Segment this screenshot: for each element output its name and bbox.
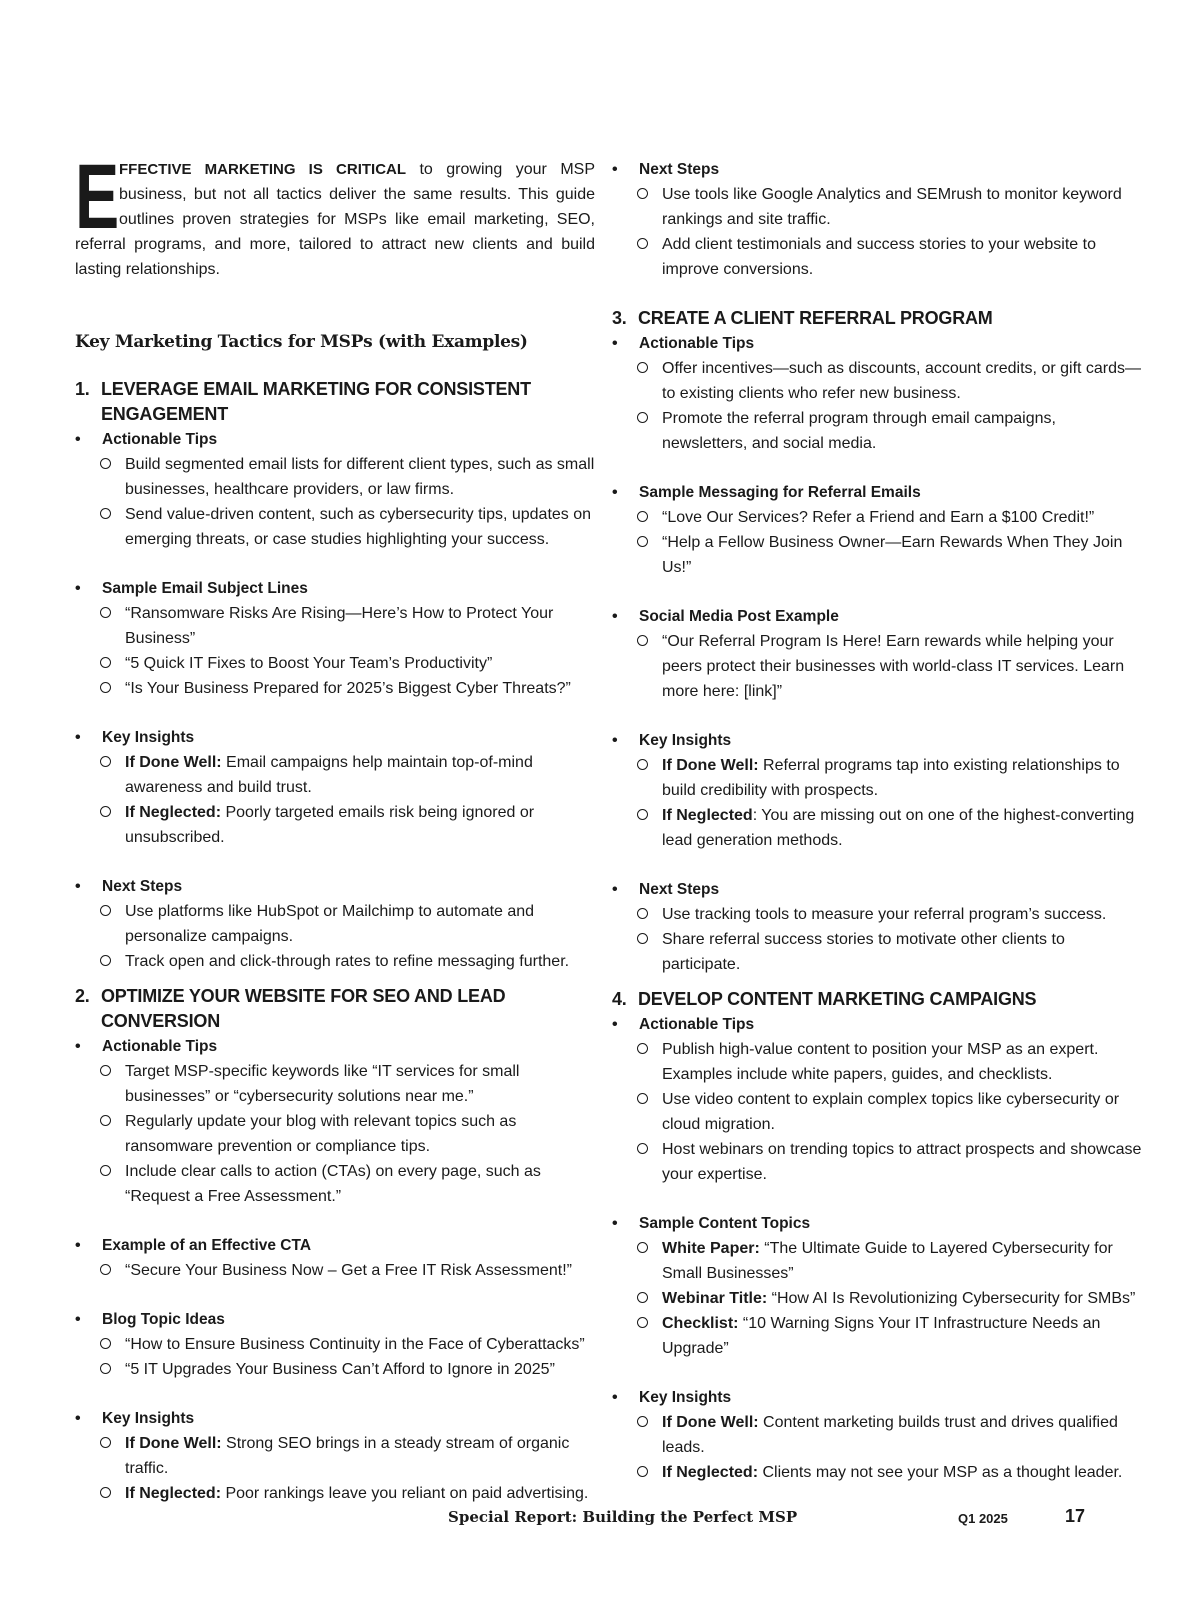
- item-text: Clients may not see your MSP as a thought leader.: [758, 1464, 1123, 1481]
- list-item: [612, 232, 1142, 282]
- group-heading: [75, 1233, 595, 1258]
- content-group: [612, 480, 1142, 580]
- list-item: [75, 899, 595, 949]
- circle-bullet-icon: [100, 1165, 111, 1176]
- item-text: “10 Warning Signs Your IT Infrastructure Needs an Upgrade”: [662, 1315, 1101, 1357]
- right-column: [612, 157, 1142, 1509]
- left-sections: [75, 377, 595, 1506]
- list-item: [75, 800, 595, 850]
- right-top-group: [612, 157, 1142, 282]
- circle-bullet-icon: [100, 1437, 111, 1448]
- content-group: [75, 1034, 595, 1209]
- section-title: [612, 306, 1142, 331]
- circle-bullet-icon: [637, 933, 648, 944]
- bullet-icon: •: [612, 1389, 618, 1406]
- item-text: Include clear calls to action (CTAs) on every page, such as “Request a Free Assessment.”: [125, 1163, 541, 1205]
- item-text: “Help a Fellow Business Owner—Earn Rewards When They Join Us!”: [662, 534, 1123, 576]
- list-item: [612, 1087, 1142, 1137]
- circle-bullet-icon: [637, 1093, 648, 1104]
- group-title-text: Next Steps: [639, 161, 720, 178]
- item-text: Email campaigns help maintain top-of-mind awareness and build trust.: [125, 754, 533, 796]
- content-group: [612, 1211, 1142, 1361]
- group-heading: [75, 576, 595, 601]
- item-text: Promote the referral program through email campaigns, newsletters, and social media.: [662, 410, 1056, 452]
- group-heading: [612, 1385, 1142, 1410]
- item-text: “Is Your Business Prepared for 2025’s Biggest Cyber Threats?”: [125, 680, 571, 697]
- group-heading: [75, 1307, 595, 1332]
- group-title-text: Sample Email Subject Lines: [102, 580, 308, 597]
- circle-bullet-icon: [637, 1292, 648, 1303]
- circle-bullet-icon: [100, 508, 111, 519]
- list-item: [75, 1357, 595, 1382]
- circle-bullet-icon: [637, 908, 648, 919]
- circle-bullet-icon: [637, 511, 648, 522]
- list-item: [612, 530, 1142, 580]
- content-group: [612, 157, 1142, 282]
- item-text: Use tools like Google Analytics and SEMrush to monitor keyword rankings and site traffic.: [662, 186, 1122, 228]
- circle-bullet-icon: [100, 1487, 111, 1498]
- circle-bullet-icon: [100, 1363, 111, 1374]
- item-label: Webinar Title:: [662, 1290, 768, 1307]
- intro-lead: FFECTIVE MARKETING IS CRITICAL: [119, 161, 407, 178]
- circle-bullet-icon: [637, 536, 648, 547]
- item-label: Checklist:: [662, 1315, 739, 1332]
- item-label: If Done Well:: [125, 754, 222, 771]
- group-title-text: Key Insights: [102, 729, 195, 746]
- item-text: : You are missing out on one of the highest-converting lead generation methods.: [662, 807, 1135, 849]
- list-item: [612, 1311, 1142, 1361]
- drop-cap: E: [75, 146, 120, 248]
- content-group: [612, 728, 1142, 853]
- bullet-icon: •: [75, 1311, 81, 1328]
- group-heading: [75, 1034, 595, 1059]
- group-title-text: Sample Messaging for Referral Emails: [639, 484, 921, 501]
- bullet-icon: •: [612, 161, 618, 178]
- list-item: [612, 1410, 1142, 1460]
- section: [75, 984, 595, 1506]
- list-item: [612, 1460, 1142, 1485]
- bullet-icon: •: [612, 335, 618, 352]
- item-text: Track open and click-through rates to refine messaging further.: [125, 953, 570, 970]
- item-text: Referral programs tap into existing relationships to build credibility with prospects.: [662, 757, 1120, 799]
- item-label: If Done Well:: [125, 1435, 222, 1452]
- bullet-icon: •: [75, 1038, 81, 1055]
- section-number: 4.: [612, 989, 627, 1009]
- group-title-text: Key Insights: [102, 1410, 195, 1427]
- bullet-icon: •: [612, 1016, 618, 1033]
- section-number: 3.: [612, 308, 627, 328]
- list-item: [75, 750, 595, 800]
- content-group: [75, 1406, 595, 1506]
- item-text: “Our Referral Program Is Here! Earn rewards while helping your peers protect their businesses with world-class IT services. Learn more here: [link]”: [662, 633, 1125, 700]
- circle-bullet-icon: [100, 682, 111, 693]
- section-title-text: LEVERAGE EMAIL MARKETING FOR CONSISTENT ENGAGEMENT: [101, 379, 531, 424]
- item-text: Offer incentives—such as discounts, account credits, or gift cards—to existing clients who refer new business.: [662, 360, 1142, 402]
- group-title-text: Key Insights: [639, 732, 732, 749]
- item-text: Use tracking tools to measure your referral program’s success.: [662, 906, 1107, 923]
- circle-bullet-icon: [637, 809, 648, 820]
- item-text: Host webinars on trending topics to attract prospects and showcase your expertise.: [662, 1141, 1142, 1183]
- item-text: “How AI Is Revolutionizing Cybersecurity for SMBs”: [767, 1290, 1136, 1307]
- item-text: Regularly update your blog with relevant topics such as ransomware prevention or compliance tips.: [125, 1113, 517, 1155]
- item-text: Share referral success stories to motivate other clients to participate.: [662, 931, 1065, 973]
- content-group: [75, 576, 595, 701]
- list-item: [612, 1137, 1142, 1187]
- circle-bullet-icon: [637, 1466, 648, 1477]
- group-heading: [75, 427, 595, 452]
- bullet-icon: •: [612, 732, 618, 749]
- circle-bullet-icon: [100, 1264, 111, 1275]
- page-number: 17: [1065, 1506, 1086, 1526]
- section-number: 2.: [75, 986, 90, 1006]
- item-list: [612, 356, 1142, 456]
- tactics-heading: Key Marketing Tactics for MSPs (with Examples): [75, 332, 528, 352]
- group-heading: [75, 874, 595, 899]
- item-text: “Secure Your Business Now – Get a Free IT Risk Assessment!”: [125, 1262, 572, 1279]
- item-list: [75, 1431, 595, 1506]
- list-item: [75, 1332, 595, 1357]
- group-title-text: Actionable Tips: [639, 335, 755, 352]
- bullet-icon: •: [75, 729, 81, 746]
- item-text: “The Ultimate Guide to Layered Cybersecurity for Small Businesses”: [662, 1240, 1113, 1282]
- item-text: Add client testimonials and success stories to your website to improve conversions.: [662, 236, 1096, 278]
- right-sections: [612, 306, 1142, 1485]
- circle-bullet-icon: [100, 657, 111, 668]
- item-list: [612, 1037, 1142, 1187]
- item-text: Build segmented email lists for different client types, such as small businesses, healthcare providers, or law firms.: [125, 456, 595, 498]
- bullet-icon: •: [612, 1215, 618, 1232]
- bullet-icon: •: [612, 608, 618, 625]
- item-text: “5 Quick IT Fixes to Boost Your Team’s Productivity”: [125, 655, 493, 672]
- item-text: Strong SEO brings in a steady stream of organic traffic.: [125, 1435, 570, 1477]
- list-item: [612, 1037, 1142, 1087]
- section-title: [75, 984, 595, 1034]
- circle-bullet-icon: [637, 1242, 648, 1253]
- list-item: [612, 629, 1142, 704]
- bullet-icon: •: [75, 1410, 81, 1427]
- group-title-text: Example of an Effective CTA: [102, 1237, 312, 1254]
- circle-bullet-icon: [637, 188, 648, 199]
- circle-bullet-icon: [100, 1338, 111, 1349]
- left-column: [75, 146, 595, 1530]
- item-label: If Neglected: [662, 807, 753, 824]
- list-item: [612, 803, 1142, 853]
- item-list: [75, 750, 595, 850]
- list-item: [612, 1236, 1142, 1286]
- circle-bullet-icon: [637, 759, 648, 770]
- group-title-text: Next Steps: [639, 881, 720, 898]
- list-item: [612, 902, 1142, 927]
- group-title-text: Actionable Tips: [102, 1038, 218, 1055]
- circle-bullet-icon: [100, 756, 111, 767]
- group-heading: [612, 1211, 1142, 1236]
- item-list: [75, 899, 595, 974]
- circle-bullet-icon: [637, 1416, 648, 1427]
- item-text: “How to Ensure Business Continuity in the Face of Cyberattacks”: [125, 1336, 585, 1353]
- group-heading: [612, 1012, 1142, 1037]
- bullet-icon: •: [612, 881, 618, 898]
- item-label: If Neglected:: [662, 1464, 759, 1481]
- list-item: [612, 356, 1142, 406]
- item-text: Target MSP-specific keywords like “IT services for small businesses” or “cybersecurity solutions near me.”: [125, 1063, 520, 1105]
- item-list: [612, 902, 1142, 977]
- item-list: [75, 1332, 595, 1382]
- item-text: Poorly targeted emails risk being ignored or unsubscribed.: [125, 804, 535, 846]
- content-group: [75, 725, 595, 850]
- item-text: Content marketing builds trust and drives qualified leads.: [662, 1414, 1118, 1456]
- item-list: [612, 753, 1142, 853]
- circle-bullet-icon: [100, 1115, 111, 1126]
- list-item: [75, 1109, 595, 1159]
- group-heading: [612, 480, 1142, 505]
- circle-bullet-icon: [637, 635, 648, 646]
- item-list: [612, 629, 1142, 704]
- list-item: [75, 651, 595, 676]
- group-heading: [75, 725, 595, 750]
- group-heading: [612, 157, 1142, 182]
- list-item: [75, 1431, 595, 1481]
- section: [612, 306, 1142, 977]
- item-list: [612, 1410, 1142, 1485]
- circle-bullet-icon: [637, 1143, 648, 1154]
- circle-bullet-icon: [100, 458, 111, 469]
- item-label: White Paper:: [662, 1240, 760, 1257]
- group-heading: [612, 604, 1142, 629]
- footer-title: Special Report: Building the Perfect MSP: [448, 1508, 798, 1526]
- content-group: [612, 1012, 1142, 1187]
- group-heading: [75, 1406, 595, 1431]
- group-title-text: Actionable Tips: [639, 1016, 755, 1033]
- item-list: [75, 1059, 595, 1209]
- list-item: [75, 601, 595, 651]
- group-heading: [612, 728, 1142, 753]
- list-item: [75, 1059, 595, 1109]
- item-text: Use video content to explain complex topics like cybersecurity or cloud migration.: [662, 1091, 1120, 1133]
- bullet-icon: •: [75, 878, 81, 895]
- section-title: [612, 987, 1142, 1012]
- group-heading: [612, 877, 1142, 902]
- item-list: [75, 601, 595, 701]
- item-list: [75, 1258, 595, 1283]
- list-item: [612, 1286, 1142, 1311]
- circle-bullet-icon: [100, 1065, 111, 1076]
- footer-issue: Q1 2025: [958, 1511, 1008, 1526]
- item-label: If Neglected:: [125, 1485, 222, 1502]
- content-group: [612, 877, 1142, 977]
- bullet-icon: •: [612, 484, 618, 501]
- bullet-icon: •: [75, 1237, 81, 1254]
- item-text: “Ransomware Risks Are Rising—Here’s How to Protect Your Business”: [125, 605, 554, 647]
- circle-bullet-icon: [100, 905, 111, 916]
- item-text: “Love Our Services? Refer a Friend and Earn a $100 Credit!”: [662, 509, 1095, 526]
- circle-bullet-icon: [100, 607, 111, 618]
- list-item: [75, 1159, 595, 1209]
- item-text: “5 IT Upgrades Your Business Can’t Afford to Ignore in 2025”: [125, 1361, 555, 1378]
- section-title-text: OPTIMIZE YOUR WEBSITE FOR SEO AND LEAD CONVERSION: [101, 986, 506, 1031]
- item-text: Poor rankings leave you reliant on paid advertising.: [221, 1485, 589, 1502]
- item-text: Use platforms like HubSpot or Mailchimp to automate and personalize campaigns.: [125, 903, 535, 945]
- group-title-text: Blog Topic Ideas: [102, 1311, 225, 1328]
- group-heading: [612, 331, 1142, 356]
- circle-bullet-icon: [100, 955, 111, 966]
- circle-bullet-icon: [637, 1317, 648, 1328]
- item-list: [612, 1236, 1142, 1361]
- list-item: [612, 927, 1142, 977]
- group-title-text: Sample Content Topics: [639, 1215, 811, 1232]
- intro-text: to growing your MSP business, but not all tactics deliver the same results. This guide outlines proven strategies for MSPs like email marketing, SEO, referral programs, and more, tailored to attract new clients and build lasting relationships.: [75, 161, 595, 278]
- group-title-text: Next Steps: [102, 878, 183, 895]
- content-group: [612, 331, 1142, 456]
- circle-bullet-icon: [100, 806, 111, 817]
- list-item: [75, 502, 595, 552]
- content-group: [75, 1233, 595, 1283]
- intro-paragraph: [75, 146, 595, 282]
- item-text: Send value-driven content, such as cybersecurity tips, updates on emerging threats, or case studies highlighting your success.: [125, 506, 592, 548]
- section: [75, 377, 595, 974]
- bullet-icon: •: [75, 431, 81, 448]
- group-title-text: Key Insights: [639, 1389, 732, 1406]
- list-item: [75, 1258, 595, 1283]
- content-group: [75, 1307, 595, 1382]
- section-number: 1.: [75, 379, 90, 399]
- item-list: [612, 505, 1142, 580]
- circle-bullet-icon: [637, 238, 648, 249]
- group-title-text: Social Media Post Example: [639, 608, 839, 625]
- section-title-text: DEVELOP CONTENT MARKETING CAMPAIGNS: [638, 989, 1037, 1009]
- content-group: [612, 604, 1142, 704]
- item-list: [75, 452, 595, 552]
- group-title-text: Actionable Tips: [102, 431, 218, 448]
- list-item: [612, 505, 1142, 530]
- list-item: [75, 676, 595, 701]
- content-group: [75, 427, 595, 552]
- list-item: [75, 949, 595, 974]
- list-item: [75, 1481, 595, 1506]
- item-label: If Done Well:: [662, 757, 759, 774]
- item-text: Publish high-value content to position your MSP as an expert. Examples include white papers, guides, and checklists.: [662, 1041, 1099, 1083]
- list-item: [612, 753, 1142, 803]
- item-label: If Neglected:: [125, 804, 222, 821]
- list-item: [75, 452, 595, 502]
- item-label: If Done Well:: [662, 1414, 759, 1431]
- circle-bullet-icon: [637, 362, 648, 373]
- section-title-text: CREATE A CLIENT REFERRAL PROGRAM: [638, 308, 993, 328]
- circle-bullet-icon: [637, 1043, 648, 1054]
- section: [612, 987, 1142, 1485]
- list-item: [612, 182, 1142, 232]
- item-list: [612, 182, 1142, 282]
- content-group: [612, 1385, 1142, 1485]
- list-item: [612, 406, 1142, 456]
- circle-bullet-icon: [637, 412, 648, 423]
- bullet-icon: •: [75, 580, 81, 597]
- content-group: [75, 874, 595, 974]
- section-title: [75, 377, 595, 427]
